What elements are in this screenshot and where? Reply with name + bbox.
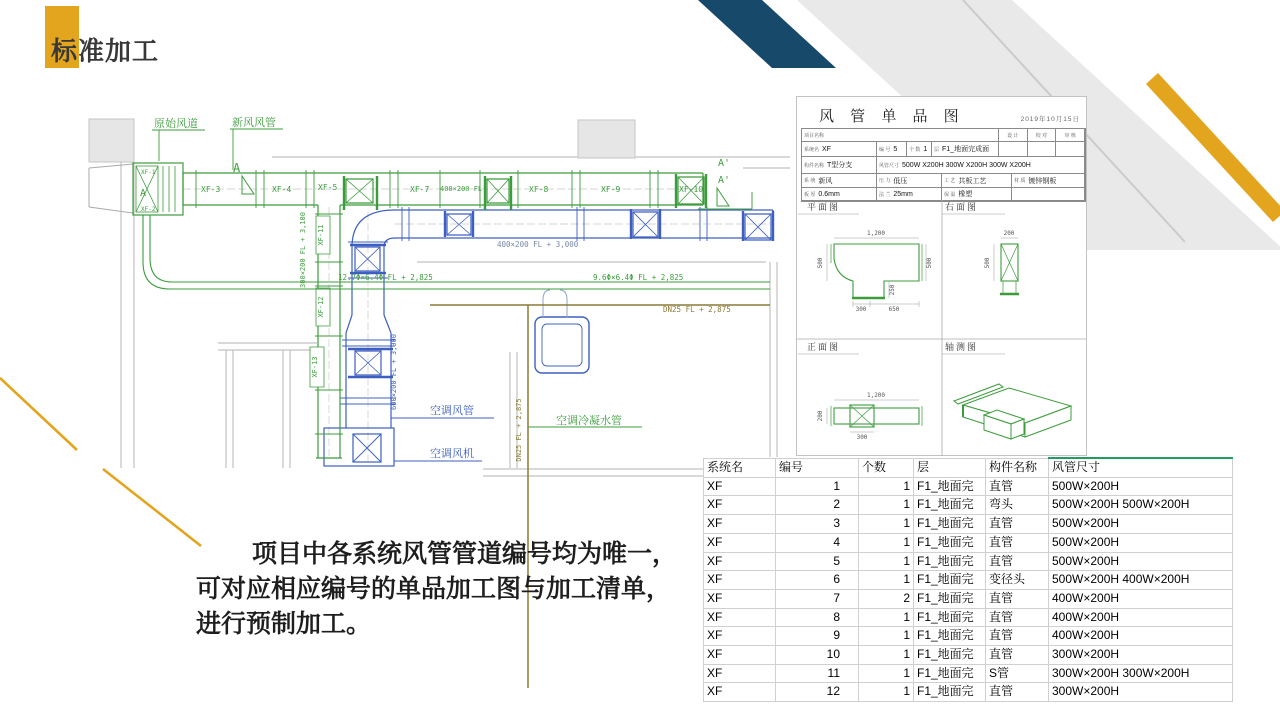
field-label: 编 号: [879, 146, 891, 153]
table-cell: 7: [776, 589, 859, 608]
table-cell: F1_地面完: [914, 571, 986, 590]
table-cell: XF: [704, 477, 776, 496]
table-cell: 500W×200H: [1049, 533, 1233, 552]
table-cell: F1_地面完: [914, 646, 986, 665]
page-title: 标准加工: [51, 36, 160, 66]
table-cell: 直管: [986, 552, 1049, 571]
column-center: [578, 120, 635, 158]
table-cell: 1: [859, 496, 914, 515]
title-block-cell: [999, 142, 1028, 157]
riser-segment-label: XF-11: [317, 224, 325, 246]
view-drawings: [797, 200, 1086, 456]
title-block-cell: [877, 174, 942, 188]
col-header-number: 编号: [776, 458, 859, 477]
title-block-cell: [1028, 142, 1057, 157]
table-cell: F1_地面完: [914, 664, 986, 683]
field-label: 层: [934, 146, 940, 153]
table-cell: 1: [859, 683, 914, 702]
field-value: 500W X200H 300W X200H 300W X200H: [902, 161, 1031, 169]
right-view: [1000, 244, 1019, 294]
dim: 250: [889, 284, 896, 296]
title-block-cell: [942, 174, 1012, 188]
table-cell: 1: [859, 646, 914, 665]
sign-label: 审 核: [1064, 132, 1076, 139]
field-label: 保 温: [944, 191, 956, 198]
table-cell: 6: [776, 571, 859, 590]
section-marker-a-prime: A': [718, 175, 731, 186]
field-value: 新风: [818, 177, 833, 185]
table-cell: 直管: [986, 477, 1049, 496]
table-cell: 1: [776, 477, 859, 496]
title-block-cell: [1012, 174, 1085, 188]
riser-segment-label: XF-13: [311, 356, 319, 378]
table-cell: XF: [704, 646, 776, 665]
table-cell: 300W×200H 300W×200H: [1049, 664, 1233, 683]
axon-view: [954, 384, 1071, 439]
sign-label: 校 对: [1035, 132, 1048, 139]
duct-segment-label: XF-8: [529, 185, 549, 194]
table-cell: 直管: [986, 646, 1049, 665]
table-cell: 直管: [986, 589, 1049, 608]
plan-dims: [817, 230, 933, 313]
device-label: A: [140, 188, 147, 199]
table-row: [704, 552, 1233, 571]
field-label: 个 数: [909, 146, 921, 153]
dim: 500: [817, 257, 824, 269]
table-cell: 2: [776, 496, 859, 515]
dim: 1,200: [866, 392, 886, 399]
table-cell: F1_地面完: [914, 533, 986, 552]
title-block-cell: [999, 129, 1028, 142]
table-cell: XF: [704, 608, 776, 627]
table-row: [704, 608, 1233, 627]
plan-view: [831, 244, 922, 298]
dim: 1,200: [866, 230, 886, 237]
table-cell: 400W×200H: [1049, 589, 1233, 608]
view-label-plan: 平面图: [807, 202, 841, 212]
damper-icon: [355, 212, 771, 375]
blue-callouts: [430, 403, 474, 460]
table-cell: XF: [704, 571, 776, 590]
duct-segment-label: XF-3: [201, 185, 221, 194]
riser-size-annotation: 300×200 FL + 3,100: [299, 212, 307, 288]
field-label: 板 厚: [804, 191, 816, 198]
duct-segment-label: XF-9: [601, 185, 621, 194]
table-cell: 1: [859, 552, 914, 571]
blue-damper-flanges: [348, 209, 773, 377]
table-cell: 5: [776, 552, 859, 571]
table-cell: 500W×200H: [1049, 515, 1233, 534]
front-dims: [817, 392, 885, 441]
field-value: 5: [893, 145, 898, 153]
duct-item-drawing-panel: [796, 96, 1087, 456]
table-cell: 400W×200H: [1049, 608, 1233, 627]
fabrication-list-table: [703, 457, 1233, 702]
table-cell: F1_地面完: [914, 496, 986, 515]
field-label: 材 质: [1014, 178, 1026, 184]
table-cell: F1_地面完: [914, 627, 986, 646]
table-cell: 弯头: [986, 496, 1049, 515]
pipe-annotation: 12.7Φ×6.4Φ FL + 2,825: [338, 273, 433, 282]
centerlines: [183, 189, 770, 464]
table-cell: 3: [776, 515, 859, 534]
col-header-system: 系统名: [704, 458, 776, 477]
table-cell: S管: [986, 664, 1049, 683]
table-cell: 500W×200H 400W×200H: [1049, 571, 1233, 590]
table-cell: 9: [776, 627, 859, 646]
field-label: 法 兰: [879, 191, 891, 198]
field-label: 构件名称: [804, 162, 825, 169]
col-header-size: 风管尺寸: [1049, 458, 1233, 477]
table-row: [704, 683, 1233, 702]
table-cell: 300W×200H: [1049, 683, 1233, 702]
lower-duct-size-annotation: 600×200 FL + 3,000: [390, 334, 398, 410]
section-marker-a: A: [233, 161, 241, 175]
col-header-layer: 层: [914, 458, 986, 477]
table-cell: 10: [776, 646, 859, 665]
field-label: 风管尺寸: [879, 162, 900, 169]
table-cell: 8: [776, 608, 859, 627]
paragraph-line: 项目中各系统风管管道编号均为唯一，: [252, 540, 678, 568]
drain-annotation: DN25 FL + 2,875: [663, 305, 731, 314]
title-block-cell: [907, 142, 932, 157]
table-cell: F1_地面完: [914, 683, 986, 702]
front-view: [831, 405, 922, 427]
duct-segment-label: XF-4: [272, 185, 292, 194]
table-row: [704, 477, 1233, 496]
dim: 200: [1003, 230, 1015, 237]
title-block-cell: [802, 157, 877, 174]
duct-segment-label: XF-10: [679, 185, 704, 194]
table-cell: 直管: [986, 627, 1049, 646]
callout-fresh-air-duct: 新风风管: [232, 117, 276, 129]
table-cell: XF: [704, 552, 776, 571]
dim: 500: [926, 257, 933, 269]
dim: 200: [817, 410, 824, 422]
field-value: T型分支: [827, 162, 853, 169]
callout-condensate-pipe: 空调冷凝水管: [556, 415, 622, 427]
view-label-rules: [798, 214, 1005, 354]
table-cell: 1: [859, 664, 914, 683]
field-value: 共板工艺: [958, 177, 987, 185]
field-label: 工 艺: [944, 178, 956, 184]
table-row: [704, 515, 1233, 534]
title-block-cell: [877, 142, 907, 157]
table-row: [704, 571, 1233, 590]
sign-label: 设 计: [1007, 132, 1019, 139]
table-cell: 1: [859, 533, 914, 552]
title-block-cell: [802, 174, 877, 188]
dim: 300: [856, 434, 868, 441]
table-cell: 4: [776, 533, 859, 552]
field-value: F1_地面完成面: [942, 146, 990, 153]
table-cell: F1_地面完: [914, 477, 986, 496]
table-cell: 2: [859, 589, 914, 608]
duct-size-annotation: 400×200 FL: [440, 185, 483, 193]
table-row: [704, 664, 1233, 683]
table-cell: XF: [704, 589, 776, 608]
green-callouts: [154, 115, 622, 427]
table-cell: 直管: [986, 608, 1049, 627]
title-block-cell: [932, 142, 999, 157]
table-row: [704, 533, 1233, 552]
dim: 500: [984, 257, 991, 269]
table-cell: F1_地面完: [914, 608, 986, 627]
table-cell: XF: [704, 664, 776, 683]
field-value: 25mm: [893, 190, 913, 198]
view-label-right: 右面图: [945, 202, 979, 212]
riser-segment-label: XF-12: [317, 296, 325, 318]
callout-original-duct: 原始风道: [154, 118, 198, 130]
drain-annotation-vertical: DN25 FL + 2,875: [515, 398, 523, 462]
duct-labels: [140, 158, 730, 378]
field-value: 低压: [893, 177, 908, 185]
table-cell: 11: [776, 664, 859, 683]
table-cell: F1_地面完: [914, 589, 986, 608]
panel-title: 风 管 单 品 图: [819, 108, 965, 125]
table-row: [704, 627, 1233, 646]
callout-ac-fan: 空调风机: [430, 448, 474, 460]
field-label: 项目名称: [804, 132, 825, 139]
paragraph-line: 进行预制加工。: [196, 610, 372, 638]
field-label: 压 力: [879, 178, 891, 184]
table-cell: 直管: [986, 683, 1049, 702]
col-header-component: 构件名称: [986, 458, 1049, 477]
view-label-axon: 轴测图: [945, 342, 979, 352]
fan-cross: [353, 434, 381, 462]
field-value: 橡塑: [958, 191, 973, 198]
table-row: [704, 589, 1233, 608]
title-block-cell: [802, 129, 999, 142]
table-cell: 直管: [986, 533, 1049, 552]
table-header-row: [704, 458, 1233, 477]
title-block-cell: [802, 142, 877, 157]
table-cell: XF: [704, 515, 776, 534]
title-block-cell: [1056, 142, 1085, 157]
duct-segment-label: XF-5: [318, 183, 338, 192]
table-cell: 1: [859, 627, 914, 646]
floor-drain-inner: [542, 324, 582, 366]
table-cell: XF: [704, 533, 776, 552]
body-paragraph: [196, 537, 716, 642]
table-cell: 400W×200H: [1049, 627, 1233, 646]
panel-date: 2019年10月15日: [1020, 116, 1080, 123]
device-label: XF-2: [141, 206, 156, 213]
table-cell: XF: [704, 627, 776, 646]
title-block: [801, 128, 1086, 202]
table-cell: 直管: [986, 515, 1049, 534]
pipe-annotation: 9.6Φ×6.4Φ FL + 2,825: [593, 273, 684, 282]
field-label: 系 统: [804, 178, 816, 184]
blue-duct-size-annotation: 400×200 FL + 3,000: [497, 240, 579, 249]
section-marker-a-prime: A': [718, 158, 731, 169]
table-cell: 500W×200H: [1049, 477, 1233, 496]
table-cell: 500W×200H: [1049, 552, 1233, 571]
title-block-cell: [1028, 129, 1057, 142]
table-row: [704, 496, 1233, 515]
table-cell: 变径头: [986, 571, 1049, 590]
right-dims: [984, 230, 1015, 268]
table-cell: 1: [859, 477, 914, 496]
field-label: 系统名: [804, 146, 820, 153]
field-value: 0.6mm: [818, 190, 840, 198]
field-value: 1: [923, 145, 928, 153]
view-label-front: 正面图: [807, 342, 841, 352]
table-body: [704, 477, 1233, 701]
table-cell: 1: [859, 515, 914, 534]
title-block-cell: [877, 157, 1085, 174]
table-cell: 300W×200H: [1049, 646, 1233, 665]
dim: 300: [855, 306, 867, 313]
field-value: 镀锌钢板: [1028, 177, 1057, 185]
device-label: XF-1: [141, 169, 156, 176]
table-cell: 12: [776, 683, 859, 702]
duct-segment-label: XF-7: [410, 185, 430, 194]
title-block-cell: [1056, 129, 1085, 142]
table-row: [704, 646, 1233, 665]
col-header-count: 个数: [859, 458, 914, 477]
wall-opening: [89, 164, 133, 213]
dim: 650: [888, 306, 900, 313]
condensate-hooks: [543, 290, 567, 318]
table-cell: 1: [859, 608, 914, 627]
table-cell: 1: [859, 571, 914, 590]
callout-ac-duct: 空调风管: [430, 405, 474, 417]
damper-cross: [355, 212, 771, 375]
table-cell: F1_地面完: [914, 515, 986, 534]
table-cell: XF: [704, 683, 776, 702]
field-value: XF: [822, 145, 831, 153]
column-left: [89, 119, 134, 162]
paragraph-line: 可对应相应编号的单品加工图与加工清单，: [196, 575, 672, 603]
table-cell: F1_地面完: [914, 552, 986, 571]
table-cell: XF: [704, 496, 776, 515]
plan-dim-lines: [827, 238, 926, 307]
table-cell: 500W×200H 500W×200H: [1049, 496, 1233, 515]
